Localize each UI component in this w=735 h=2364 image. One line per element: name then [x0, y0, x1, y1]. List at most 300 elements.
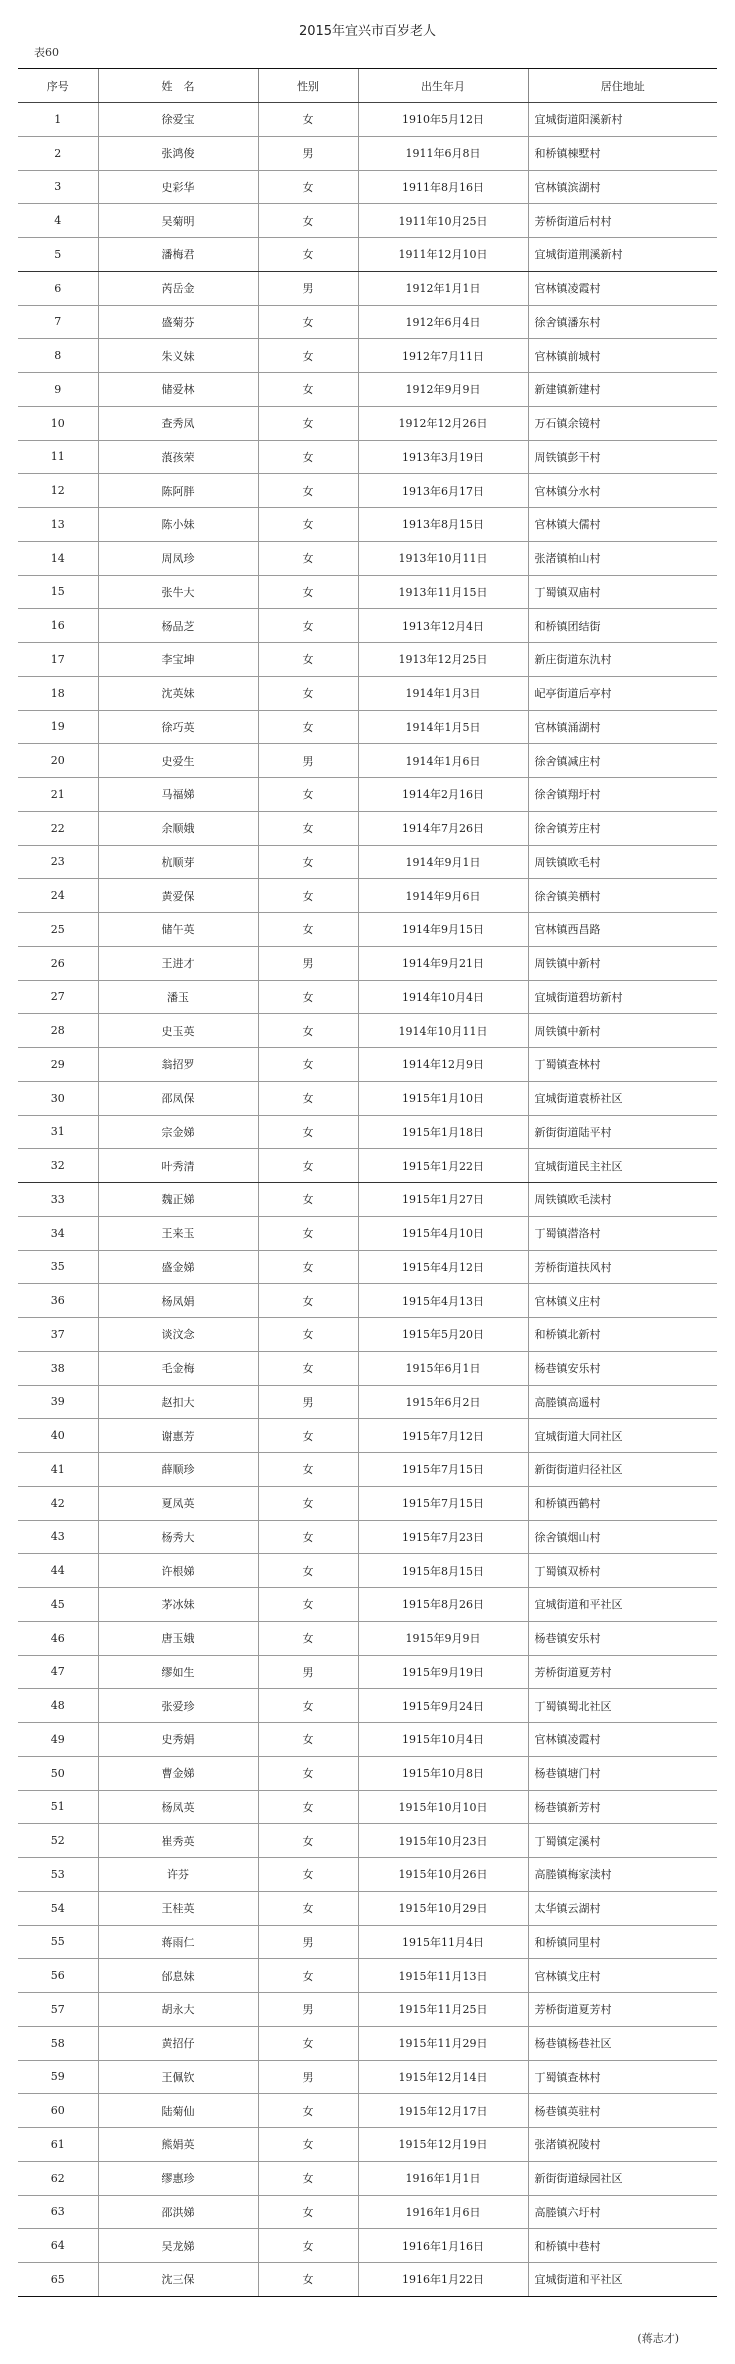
cell-name: 史玉英 — [98, 1014, 258, 1048]
cell-birth-date: 1915年10月23日 — [358, 1824, 528, 1858]
cell-index: 16 — [18, 609, 98, 643]
cell-address: 宜城街道袁桥社区 — [528, 1081, 717, 1115]
cell-birth-date: 1914年12月9日 — [358, 1048, 528, 1082]
cell-index: 34 — [18, 1216, 98, 1250]
cell-gender: 女 — [258, 474, 358, 508]
cell-gender: 女 — [258, 2128, 358, 2162]
table-row — [18, 103, 717, 137]
cell-gender: 女 — [258, 1689, 358, 1723]
cell-address: 官林镇西昌路 — [528, 913, 717, 947]
cell-address: 万石镇余镜村 — [528, 406, 717, 440]
cell-name: 熊娟英 — [98, 2128, 258, 2162]
table-row — [18, 643, 717, 677]
table-row — [18, 1453, 717, 1487]
cell-gender: 男 — [258, 1655, 358, 1689]
cell-index: 60 — [18, 2094, 98, 2128]
cell-address: 宜城街道和平社区 — [528, 2263, 717, 2297]
cell-gender: 女 — [258, 575, 358, 609]
cell-gender: 女 — [258, 1351, 358, 1385]
cell-address: 徐舍镇翔圩村 — [528, 778, 717, 812]
centenarian-table — [18, 68, 717, 2297]
cell-address: 丁蜀镇查林村 — [528, 1048, 717, 1082]
cell-index: 45 — [18, 1588, 98, 1622]
table-row — [18, 1183, 717, 1217]
cell-index: 29 — [18, 1048, 98, 1082]
table-body — [18, 103, 717, 2297]
cell-birth-date: 1912年6月4日 — [358, 305, 528, 339]
cell-name: 杭顺芽 — [98, 845, 258, 879]
cell-index: 42 — [18, 1486, 98, 1520]
cell-address: 徐舍镇减庄村 — [528, 744, 717, 778]
cell-name: 杨秀大 — [98, 1520, 258, 1554]
cell-name: 张爱珍 — [98, 1689, 258, 1723]
cell-index: 46 — [18, 1621, 98, 1655]
table-title: 2015年宜兴市百岁老人 — [298, 24, 437, 39]
cell-gender: 男 — [258, 2060, 358, 2094]
cell-index: 27 — [18, 980, 98, 1014]
cell-name: 张鸿俊 — [98, 136, 258, 170]
cell-gender: 女 — [258, 643, 358, 677]
cell-name: 查秀凤 — [98, 406, 258, 440]
cell-gender: 女 — [258, 2263, 358, 2297]
cell-name: 夏凤英 — [98, 1486, 258, 1520]
cell-address: 宜城街道民主社区 — [528, 1149, 717, 1183]
table-row — [18, 744, 717, 778]
cell-gender: 男 — [258, 1993, 358, 2027]
cell-gender: 女 — [258, 1486, 358, 1520]
cell-address: 周铁镇中新村 — [528, 1014, 717, 1048]
cell-address: 新街街道陆平村 — [528, 1115, 717, 1149]
table-row — [18, 541, 717, 575]
cell-address: 官林镇大儒村 — [528, 508, 717, 542]
cell-address: 芳桥街道夏芳村 — [528, 1993, 717, 2027]
cell-birth-date: 1916年1月22日 — [358, 2263, 528, 2297]
cell-gender: 女 — [258, 508, 358, 542]
cell-address: 芳桥街道扶风村 — [528, 1250, 717, 1284]
cell-name: 蒋雨仁 — [98, 1925, 258, 1959]
cell-birth-date: 1911年8月16日 — [358, 170, 528, 204]
cell-name: 王来玉 — [98, 1216, 258, 1250]
cell-index: 58 — [18, 2026, 98, 2060]
cell-name: 翁招罗 — [98, 1048, 258, 1082]
cell-name: 魏正娣 — [98, 1183, 258, 1217]
table-row — [18, 1486, 717, 1520]
cell-address: 屺亭街道后亭村 — [528, 676, 717, 710]
cell-birth-date: 1913年12月25日 — [358, 643, 528, 677]
table-row — [18, 1554, 717, 1588]
table-row — [18, 1756, 717, 1790]
cell-index: 52 — [18, 1824, 98, 1858]
cell-name: 盛金娣 — [98, 1250, 258, 1284]
cell-index: 49 — [18, 1723, 98, 1757]
cell-index: 35 — [18, 1250, 98, 1284]
cell-name: 余顺娥 — [98, 811, 258, 845]
cell-birth-date: 1915年9月24日 — [358, 1689, 528, 1723]
cell-index: 64 — [18, 2229, 98, 2263]
table-row — [18, 913, 717, 947]
cell-gender: 女 — [258, 305, 358, 339]
cell-address: 周铁镇中新村 — [528, 946, 717, 980]
cell-gender: 女 — [258, 1790, 358, 1824]
cell-index: 55 — [18, 1925, 98, 1959]
table-row — [18, 1284, 717, 1318]
cell-birth-date: 1915年12月19日 — [358, 2128, 528, 2162]
cell-address: 周铁镇欧毛村 — [528, 845, 717, 879]
cell-gender: 女 — [258, 2161, 358, 2195]
cell-gender: 女 — [258, 1081, 358, 1115]
cell-name: 张牛大 — [98, 575, 258, 609]
cell-name: 陆菊仙 — [98, 2094, 258, 2128]
table-row — [18, 2060, 717, 2094]
cell-index: 43 — [18, 1520, 98, 1554]
cell-address: 新建镇新建村 — [528, 373, 717, 407]
cell-gender: 女 — [258, 103, 358, 137]
cell-gender: 女 — [258, 1250, 358, 1284]
cell-index: 61 — [18, 2128, 98, 2162]
cell-address: 芳桥街道后村村 — [528, 204, 717, 238]
table-row — [18, 170, 717, 204]
cell-address: 丁蜀镇双庙村 — [528, 575, 717, 609]
cell-birth-date: 1912年12月26日 — [358, 406, 528, 440]
cell-index: 7 — [18, 305, 98, 339]
header-gender: 性别 — [258, 69, 358, 103]
cell-address: 徐舍镇烟山村 — [528, 1520, 717, 1554]
cell-gender: 女 — [258, 1891, 358, 1925]
cell-index: 6 — [18, 271, 98, 305]
table-row — [18, 1520, 717, 1554]
cell-address: 太华镇云湖村 — [528, 1891, 717, 1925]
cell-name: 潘玉 — [98, 980, 258, 1014]
table-row — [18, 406, 717, 440]
cell-index: 48 — [18, 1689, 98, 1723]
cell-name: 芮岳金 — [98, 271, 258, 305]
header-address: 居住地址 — [528, 69, 717, 103]
cell-gender: 男 — [258, 1385, 358, 1419]
table-row — [18, 1858, 717, 1892]
cell-gender: 女 — [258, 204, 358, 238]
cell-birth-date: 1915年6月2日 — [358, 1385, 528, 1419]
cell-index: 65 — [18, 2263, 98, 2297]
cell-name: 许根娣 — [98, 1554, 258, 1588]
cell-gender: 女 — [258, 2229, 358, 2263]
cell-birth-date: 1915年7月12日 — [358, 1419, 528, 1453]
table-row — [18, 1790, 717, 1824]
table-row — [18, 845, 717, 879]
cell-name: 杨凤娟 — [98, 1284, 258, 1318]
cell-address: 周铁镇彭干村 — [528, 440, 717, 474]
cell-name: 吴菊明 — [98, 204, 258, 238]
cell-birth-date: 1915年10月26日 — [358, 1858, 528, 1892]
cell-gender: 女 — [258, 980, 358, 1014]
table-row — [18, 1149, 717, 1183]
cell-gender: 女 — [258, 879, 358, 913]
cell-birth-date: 1915年7月23日 — [358, 1520, 528, 1554]
cell-index: 50 — [18, 1756, 98, 1790]
cell-birth-date: 1915年4月13日 — [358, 1284, 528, 1318]
table-row — [18, 811, 717, 845]
cell-gender: 男 — [258, 271, 358, 305]
table-row — [18, 1689, 717, 1723]
cell-address: 杨巷镇新芳村 — [528, 1790, 717, 1824]
cell-gender: 女 — [258, 1318, 358, 1352]
cell-address: 宜城街道和平社区 — [528, 1588, 717, 1622]
cell-name: 沈三保 — [98, 2263, 258, 2297]
table-row — [18, 440, 717, 474]
cell-index: 11 — [18, 440, 98, 474]
cell-birth-date: 1915年7月15日 — [358, 1486, 528, 1520]
table-row — [18, 1419, 717, 1453]
cell-name: 陈小妹 — [98, 508, 258, 542]
cell-birth-date: 1913年8月15日 — [358, 508, 528, 542]
cell-gender: 女 — [258, 811, 358, 845]
cell-index: 18 — [18, 676, 98, 710]
cell-address: 芳桥街道夏芳村 — [528, 1655, 717, 1689]
cell-birth-date: 1915年6月1日 — [358, 1351, 528, 1385]
cell-birth-date: 1916年1月6日 — [358, 2195, 528, 2229]
cell-index: 15 — [18, 575, 98, 609]
cell-gender: 女 — [258, 1048, 358, 1082]
cell-birth-date: 1915年12月17日 — [358, 2094, 528, 2128]
cell-birth-date: 1912年7月11日 — [358, 339, 528, 373]
cell-index: 62 — [18, 2161, 98, 2195]
cell-birth-date: 1913年11月15日 — [358, 575, 528, 609]
header-birth-date: 出生年月 — [358, 69, 528, 103]
cell-index: 53 — [18, 1858, 98, 1892]
table-row — [18, 373, 717, 407]
cell-gender: 女 — [258, 778, 358, 812]
table-row — [18, 1385, 717, 1419]
cell-address: 宜城街道大同社区 — [528, 1419, 717, 1453]
table-row — [18, 238, 717, 272]
cell-name: 谢惠芳 — [98, 1419, 258, 1453]
cell-birth-date: 1915年1月22日 — [358, 1149, 528, 1183]
cell-index: 21 — [18, 778, 98, 812]
cell-index: 10 — [18, 406, 98, 440]
cell-index: 12 — [18, 474, 98, 508]
cell-name: 黄爱保 — [98, 879, 258, 913]
cell-gender: 女 — [258, 541, 358, 575]
cell-address: 丁蜀镇查林村 — [528, 2060, 717, 2094]
cell-name: 茅冰妹 — [98, 1588, 258, 1622]
cell-address: 周铁镇欧毛渎村 — [528, 1183, 717, 1217]
table-row — [18, 2026, 717, 2060]
table-row — [18, 879, 717, 913]
cell-index: 28 — [18, 1014, 98, 1048]
cell-gender: 女 — [258, 1014, 358, 1048]
table-row — [18, 1081, 717, 1115]
cell-birth-date: 1914年9月21日 — [358, 946, 528, 980]
table-row — [18, 136, 717, 170]
cell-index: 23 — [18, 845, 98, 879]
cell-name: 朱义妹 — [98, 339, 258, 373]
cell-gender: 女 — [258, 1959, 358, 1993]
cell-address: 高塍镇高遥村 — [528, 1385, 717, 1419]
cell-index: 57 — [18, 1993, 98, 2027]
cell-gender: 女 — [258, 609, 358, 643]
cell-name: 史爱生 — [98, 744, 258, 778]
cell-name: 邵凤保 — [98, 1081, 258, 1115]
cell-birth-date: 1914年10月4日 — [358, 980, 528, 1014]
table-row — [18, 1318, 717, 1352]
cell-name: 毛金梅 — [98, 1351, 258, 1385]
table-row — [18, 2195, 717, 2229]
table-row — [18, 1723, 717, 1757]
cell-gender: 女 — [258, 710, 358, 744]
cell-name: 曹金娣 — [98, 1756, 258, 1790]
cell-name: 盛菊芬 — [98, 305, 258, 339]
cell-gender: 女 — [258, 1520, 358, 1554]
cell-address: 丁蜀镇定溪村 — [528, 1824, 717, 1858]
cell-name: 王佩钦 — [98, 2060, 258, 2094]
cell-name: 蒗孩荣 — [98, 440, 258, 474]
cell-index: 1 — [18, 103, 98, 137]
cell-birth-date: 1915年9月9日 — [358, 1621, 528, 1655]
cell-birth-date: 1914年9月15日 — [358, 913, 528, 947]
cell-name: 杨凤英 — [98, 1790, 258, 1824]
table-row — [18, 1216, 717, 1250]
cell-birth-date: 1916年1月16日 — [358, 2229, 528, 2263]
table-row — [18, 575, 717, 609]
table-row — [18, 1351, 717, 1385]
cell-gender: 女 — [258, 1858, 358, 1892]
cell-gender: 女 — [258, 2195, 358, 2229]
cell-index: 14 — [18, 541, 98, 575]
table-row — [18, 339, 717, 373]
cell-birth-date: 1914年10月11日 — [358, 1014, 528, 1048]
cell-address: 丁蜀镇蜀北社区 — [528, 1689, 717, 1723]
cell-birth-date: 1915年1月10日 — [358, 1081, 528, 1115]
header-index: 序号 — [18, 69, 98, 103]
cell-birth-date: 1914年9月1日 — [358, 845, 528, 879]
table-row — [18, 2161, 717, 2195]
table-row — [18, 204, 717, 238]
cell-index: 59 — [18, 2060, 98, 2094]
cell-name: 沈英妹 — [98, 676, 258, 710]
cell-gender: 男 — [258, 946, 358, 980]
cell-address: 官林镇凌霞村 — [528, 1723, 717, 1757]
cell-birth-date: 1910年5月12日 — [358, 103, 528, 137]
cell-name: 周凤珍 — [98, 541, 258, 575]
cell-index: 39 — [18, 1385, 98, 1419]
cell-birth-date: 1915年11月29日 — [358, 2026, 528, 2060]
cell-index: 24 — [18, 879, 98, 913]
cell-name: 杨品芝 — [98, 609, 258, 643]
cell-gender: 女 — [258, 1756, 358, 1790]
cell-gender: 女 — [258, 1621, 358, 1655]
cell-gender: 女 — [258, 1554, 358, 1588]
cell-name: 唐玉娥 — [98, 1621, 258, 1655]
cell-birth-date: 1914年1月6日 — [358, 744, 528, 778]
cell-birth-date: 1915年8月26日 — [358, 1588, 528, 1622]
cell-index: 4 — [18, 204, 98, 238]
cell-name: 史秀娟 — [98, 1723, 258, 1757]
table-row — [18, 1115, 717, 1149]
table-row — [18, 609, 717, 643]
cell-birth-date: 1915年10月29日 — [358, 1891, 528, 1925]
cell-birth-date: 1915年11月13日 — [358, 1959, 528, 1993]
cell-birth-date: 1914年9月6日 — [358, 879, 528, 913]
table-row — [18, 2128, 717, 2162]
cell-birth-date: 1913年12月4日 — [358, 609, 528, 643]
cell-index: 5 — [18, 238, 98, 272]
cell-index: 31 — [18, 1115, 98, 1149]
cell-gender: 女 — [258, 1453, 358, 1487]
cell-address: 杨巷镇安乐村 — [528, 1621, 717, 1655]
cell-gender: 女 — [258, 1183, 358, 1217]
cell-name: 储午英 — [98, 913, 258, 947]
table-row — [18, 946, 717, 980]
table-row — [18, 305, 717, 339]
table-header-row — [18, 69, 717, 103]
cell-index: 19 — [18, 710, 98, 744]
cell-gender: 女 — [258, 238, 358, 272]
cell-index: 13 — [18, 508, 98, 542]
cell-name: 邰息妹 — [98, 1959, 258, 1993]
cell-birth-date: 1915年10月10日 — [358, 1790, 528, 1824]
cell-index: 25 — [18, 913, 98, 947]
cell-gender: 女 — [258, 913, 358, 947]
cell-index: 41 — [18, 1453, 98, 1487]
table-row — [18, 2094, 717, 2128]
cell-birth-date: 1915年11月4日 — [358, 1925, 528, 1959]
cell-index: 63 — [18, 2195, 98, 2229]
cell-name: 叶秀清 — [98, 1149, 258, 1183]
table-row — [18, 980, 717, 1014]
cell-birth-date: 1915年12月14日 — [358, 2060, 528, 2094]
cell-gender: 女 — [258, 2094, 358, 2128]
cell-birth-date: 1915年10月8日 — [358, 1756, 528, 1790]
cell-address: 张渚镇柏山村 — [528, 541, 717, 575]
table-row — [18, 1959, 717, 1993]
cell-address: 官林镇分水村 — [528, 474, 717, 508]
cell-name: 缪如生 — [98, 1655, 258, 1689]
cell-name: 潘梅君 — [98, 238, 258, 272]
cell-index: 38 — [18, 1351, 98, 1385]
table-row — [18, 271, 717, 305]
cell-birth-date: 1915年9月19日 — [358, 1655, 528, 1689]
cell-name: 王桂英 — [98, 1891, 258, 1925]
cell-gender: 女 — [258, 1149, 358, 1183]
cell-name: 黄招仔 — [98, 2026, 258, 2060]
cell-gender: 女 — [258, 845, 358, 879]
cell-index: 22 — [18, 811, 98, 845]
cell-name: 崔秀英 — [98, 1824, 258, 1858]
cell-address: 和桥镇中巷村 — [528, 2229, 717, 2263]
cell-name: 徐爱宝 — [98, 103, 258, 137]
cell-name: 谈汶念 — [98, 1318, 258, 1352]
cell-address: 和桥镇同里村 — [528, 1925, 717, 1959]
cell-address: 官林镇凌霞村 — [528, 271, 717, 305]
cell-address: 和桥镇棟墅村 — [528, 136, 717, 170]
cell-name: 胡永大 — [98, 1993, 258, 2027]
cell-birth-date: 1915年10月4日 — [358, 1723, 528, 1757]
cell-address: 官林镇戈庄村 — [528, 1959, 717, 1993]
cell-birth-date: 1915年7月15日 — [358, 1453, 528, 1487]
cell-index: 26 — [18, 946, 98, 980]
cell-index: 20 — [18, 744, 98, 778]
cell-gender: 女 — [258, 170, 358, 204]
cell-address: 徐舍镇潘东村 — [528, 305, 717, 339]
cell-name: 缪惠珍 — [98, 2161, 258, 2195]
cell-address: 杨巷镇杨巷社区 — [528, 2026, 717, 2060]
cell-name: 陈阿胖 — [98, 474, 258, 508]
cell-index: 17 — [18, 643, 98, 677]
cell-address: 宜城街道阳溪新村 — [528, 103, 717, 137]
cell-index: 44 — [18, 1554, 98, 1588]
cell-name: 王进才 — [98, 946, 258, 980]
cell-name: 马福娣 — [98, 778, 258, 812]
cell-birth-date: 1911年12月10日 — [358, 238, 528, 272]
